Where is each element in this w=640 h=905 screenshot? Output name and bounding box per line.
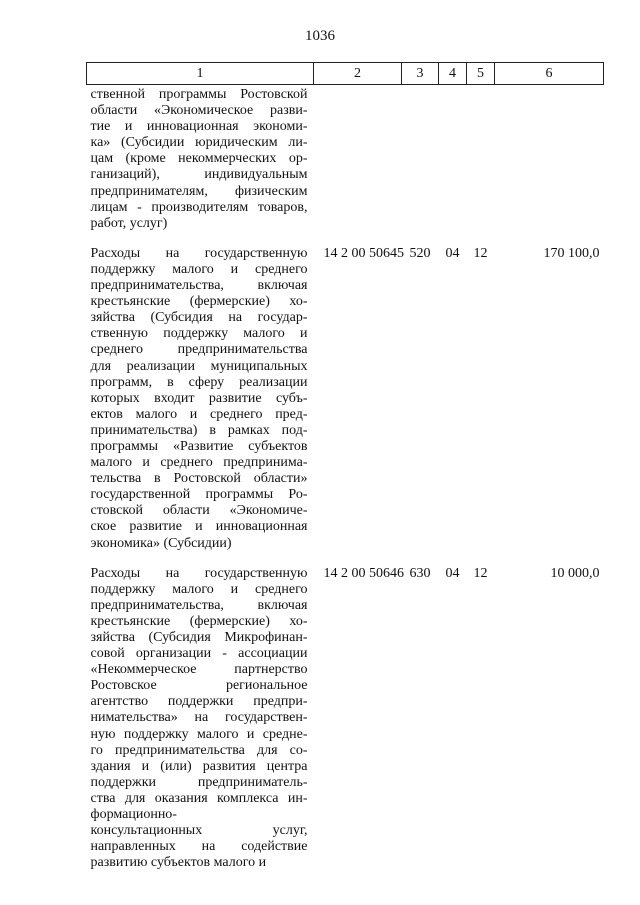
description-line: зяйства (Субсидия Микрофинан- bbox=[90, 630, 308, 645]
row-rz bbox=[439, 85, 467, 240]
description-line: предпринимательства, включая bbox=[90, 597, 308, 613]
description-line: консультационных услуг, bbox=[90, 823, 308, 839]
description-line: принимательства) в рамках под- bbox=[90, 422, 308, 438]
column-header: 2 bbox=[314, 63, 402, 85]
description-line: тельства в Ростовской области» bbox=[90, 471, 308, 487]
row-code: 14 2 00 50645 bbox=[323, 245, 404, 261]
row-sum: 10 000,0 bbox=[550, 565, 600, 581]
row-pr bbox=[467, 85, 495, 240]
description-line: тие и инновационная экономи- bbox=[90, 119, 308, 135]
description-line: области «Экономическое разви- bbox=[90, 103, 308, 119]
row-pr: 12 bbox=[473, 245, 488, 261]
column-header: 1 bbox=[87, 63, 314, 85]
row-description bbox=[87, 240, 314, 560]
row-code: 14 2 00 50646 bbox=[323, 565, 404, 581]
description-line: ка» (Субсидии юридическим ли- bbox=[90, 135, 308, 151]
budget-table bbox=[86, 62, 604, 879]
description-line: стовской области «Экономиче- bbox=[90, 503, 308, 519]
row-description bbox=[87, 560, 314, 880]
row-vr: 630 bbox=[409, 565, 431, 581]
description-line: ственной программы Ростовской bbox=[90, 87, 308, 102]
description-line: поддержку малого и среднего bbox=[90, 581, 308, 597]
description-line: агентство поддержки предпри- bbox=[90, 694, 308, 710]
row-code bbox=[314, 85, 402, 240]
column-header: 5 bbox=[467, 63, 495, 85]
description-line: лицам - производителям товаров, bbox=[90, 199, 308, 215]
description-line: которых входит развитие субъ- bbox=[90, 390, 308, 406]
description-line: поддержку малого и среднего bbox=[90, 261, 308, 277]
description-line: программы «Развитие субъектов bbox=[90, 438, 308, 454]
table-row bbox=[87, 85, 604, 240]
description-line: развитию субъектов малого и bbox=[90, 855, 267, 871]
description-line: направленных на содействие bbox=[90, 839, 308, 855]
column-header: 6 bbox=[495, 63, 604, 85]
description-line: Расходы на государственную bbox=[90, 245, 308, 261]
description-line: малого и среднего предпринима- bbox=[90, 455, 308, 471]
column-header: 4 bbox=[439, 63, 467, 85]
description-line: «Некоммерческое партнерство bbox=[90, 662, 308, 678]
description-line: крестьянские (фермерские) хо- bbox=[90, 294, 308, 310]
description-line: нимательства» на государствен- bbox=[90, 710, 308, 726]
row-sum: 170 100,0 bbox=[543, 245, 600, 261]
row-rz: 04 bbox=[445, 245, 460, 261]
description-line: работ, услуг) bbox=[90, 215, 168, 231]
description-line: ства для оказания комплекса ин- bbox=[90, 790, 308, 806]
description-line: здания и (или) развития центра bbox=[90, 758, 308, 774]
page-number: 1036 bbox=[305, 28, 335, 44]
row-sum bbox=[495, 85, 604, 240]
description-line: экономика» (Субсидии) bbox=[90, 535, 232, 551]
description-line: для реализации муниципальных bbox=[90, 358, 308, 374]
table-row bbox=[87, 560, 604, 880]
description-line: ганизаций), индивидуальным bbox=[90, 167, 308, 183]
header-row bbox=[87, 63, 604, 85]
description-line: государственной программы Ро- bbox=[90, 487, 308, 503]
description-line: Расходы на государственную bbox=[90, 565, 308, 581]
row-rz: 04 bbox=[445, 565, 460, 581]
table-row bbox=[87, 240, 604, 560]
row-vr bbox=[402, 85, 439, 240]
row-vr: 520 bbox=[409, 245, 431, 261]
description-line: зяйства (Субсидия на государ- bbox=[90, 310, 308, 326]
description-line: ственную поддержку малого и bbox=[90, 326, 308, 342]
row-description bbox=[87, 85, 314, 240]
description-line: Ростовское региональное bbox=[90, 678, 308, 694]
description-line: предпринимателям, физическим bbox=[90, 183, 308, 199]
description-line: крестьянские (фермерские) хо- bbox=[90, 613, 308, 629]
row-pr: 12 bbox=[473, 565, 488, 581]
description-line: цам (кроме некоммерческих ор- bbox=[90, 151, 308, 167]
description-line: предпринимательства, включая bbox=[90, 278, 308, 294]
description-line: среднего предпринимательства bbox=[90, 342, 308, 358]
description-line: ную поддержку малого и средне- bbox=[90, 726, 308, 742]
description-line: поддержки предприниматель- bbox=[90, 774, 308, 790]
description-line: го предпринимательства для со- bbox=[90, 742, 308, 758]
description-line: формационно- bbox=[90, 807, 177, 823]
description-line: ское развитие и инновационная bbox=[90, 519, 308, 535]
description-line: совой организации - ассоциации bbox=[90, 646, 308, 662]
description-line: ектов малого и среднего пред- bbox=[90, 406, 308, 422]
column-header: 3 bbox=[402, 63, 439, 85]
description-line: программ, в сферу реализации bbox=[90, 374, 308, 390]
